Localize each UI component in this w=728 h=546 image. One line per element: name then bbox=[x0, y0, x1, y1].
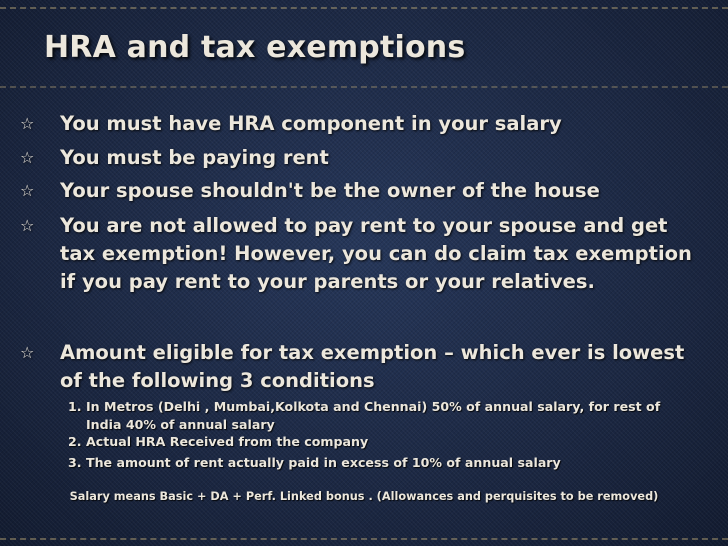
star-outline-icon: ☆ bbox=[20, 181, 35, 200]
top-stitch-divider bbox=[0, 7, 728, 9]
slide-title: HRA and tax exemptions bbox=[44, 30, 466, 65]
star-outline-icon: ☆ bbox=[20, 148, 35, 167]
bullet-text: You are not allowed to pay rent to your spouse and get tax exemption! However, you can do claim tax exemption if you pay rent to your parents or your relatives. bbox=[60, 214, 692, 293]
condition-item bbox=[68, 454, 698, 472]
bullet-item bbox=[20, 144, 700, 172]
title-divider bbox=[0, 86, 728, 88]
bullet-item bbox=[20, 177, 700, 205]
condition-item bbox=[68, 398, 698, 434]
salary-definition-note: Salary means Basic + DA + Perf. Linked bonus . (Allowances and perquisites to be removed) bbox=[69, 490, 659, 503]
star-outline-icon: ☆ bbox=[20, 343, 35, 362]
bullet-text: Your spouse shouldn't be the owner of the house bbox=[60, 179, 600, 202]
condition-number: 2. bbox=[68, 434, 82, 449]
bullet-item bbox=[20, 212, 700, 296]
bullet-text: Amount eligible for tax exemption – which ever is lowest of the following 3 conditions bbox=[60, 341, 685, 392]
bullet-text: You must have HRA component in your salary bbox=[60, 112, 562, 135]
star-outline-icon: ☆ bbox=[20, 216, 35, 235]
condition-text: Actual HRA Received from the company bbox=[86, 434, 369, 449]
condition-number: 1. bbox=[68, 399, 82, 414]
star-outline-icon: ☆ bbox=[20, 114, 35, 133]
bullet-item bbox=[20, 110, 700, 138]
condition-text: The amount of rent actually paid in excess of 10% of annual salary bbox=[86, 455, 561, 470]
bullet-item bbox=[20, 339, 700, 395]
bullet-text: You must be paying rent bbox=[60, 146, 329, 169]
condition-item bbox=[68, 433, 698, 451]
bottom-stitch-divider bbox=[0, 538, 728, 540]
condition-text: In Metros (Delhi , Mumbai,Kolkota and Chennai) 50% of annual salary, for rest of India 40% of annual salary bbox=[86, 399, 661, 432]
condition-number: 3. bbox=[68, 455, 82, 470]
